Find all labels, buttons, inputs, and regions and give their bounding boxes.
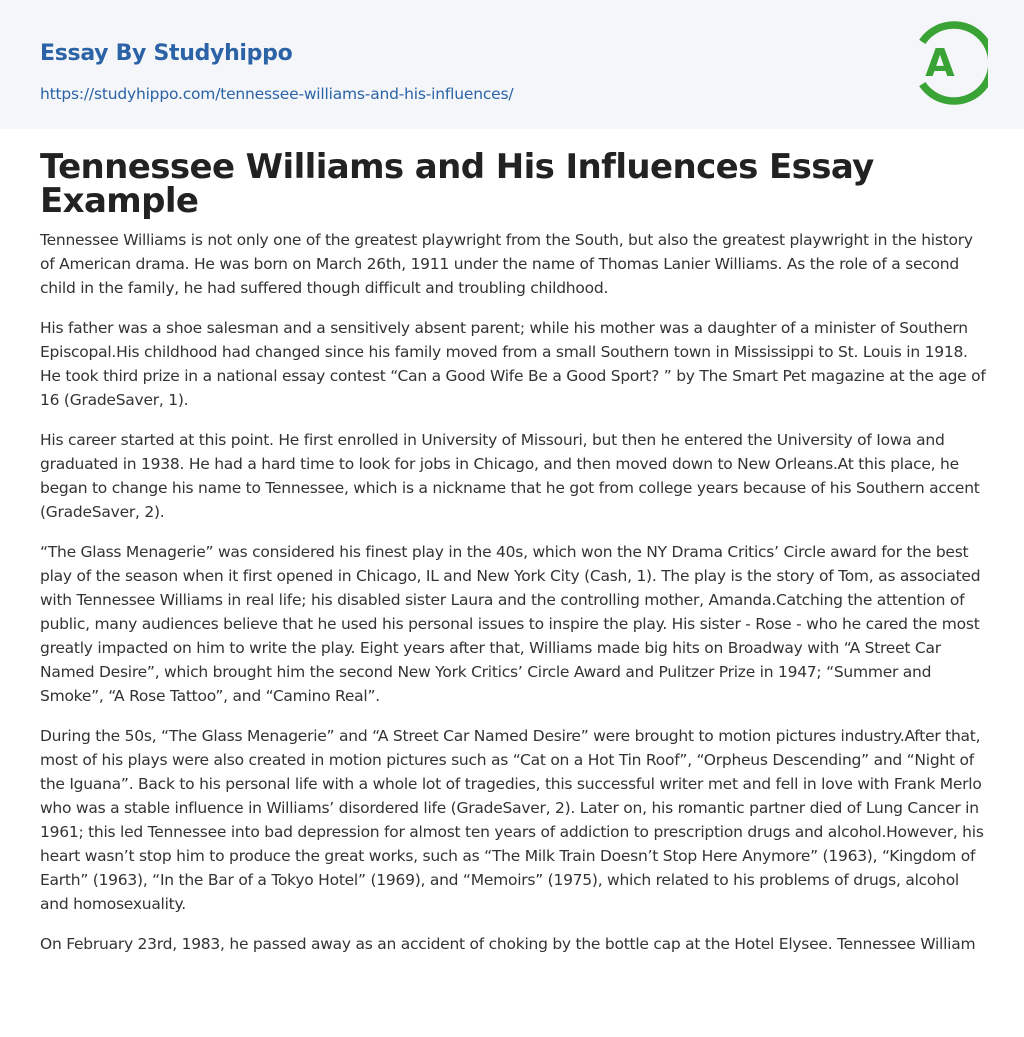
paragraph: His father was a shoe salesman and a sensitively absent parent; while his mother was a daughter of a minister of Southern Episcopal.His childhood had changed since his family moved from a small Southern town in Mississippi to St. Louis in 1918. He took third prize in a national essay contest “Can a Good Wife Be a Good Sport? ” by The Smart Pet magazine at the age of 16 (GradeSaver, 1). <box>40 319 986 409</box>
paragraph: “The Glass Menagerie” was considered his finest play in the 40s, which won the NY Drama Critics’ Circle award for the best play of the season when it first opened in Chicago, IL and New York City (Cash, 1). The play is the story of Tom, as associated with Tennessee Williams in real life; his disabled sister Laura and the controlling mother, Amanda.Catching the attention of public, many audiences believe that he used his personal issues to inspire the play. His sister - Rose - who he cared the most greatly impacted on him to write the play. Eight years after that, Williams made big hits on Broadway with “A Street Car Named Desire”, which brought him the second New York Critics’ Circle Award and Pulitzer Prize in 1947; “Summer and Smoke”, “A Rose Tattoo”, and “Camino Real”. <box>40 543 981 705</box>
paragraph: During the 50s, “The Glass Menagerie” and “A Street Car Named Desire” were brought to motion pictures industry.After that, most of his plays were also created in motion pictures such as “Cat on a Hot Tin Roof”, “Orpheus Descending” and “Night of the Iguana”. Back to his personal life with a whole lot of tragedies, this successful writer met and fell in love with Frank Merlo who was a stable influence in Williams’ disordered life (GradeSaver, 2). Later on, his romantic partner died of Lung Cancer in 1961; this led Tennessee into bad depression for almost ten years of addiction to prescription drugs and alcohol.However, his heart wasn’t stop him to produce the great works, such as “The Milk Train Doesn’t Stop Here Anymore” (1963), “Kingdom of Earth” (1963), “In the Bar of a Tokyo Hotel” (1969), and “Memoirs” (1975), which related to his problems of drugs, alcohol and homosexuality. <box>40 727 984 913</box>
article-title: Tennessee Williams and His Influences Essay Example <box>40 147 874 221</box>
site-header <box>0 0 1024 129</box>
site-brand[interactable]: Essay By Studyhippo <box>40 41 293 66</box>
page-url-link[interactable]: https://studyhippo.com/tennessee-williams-and-his-influences/ <box>40 85 514 103</box>
paragraph: On February 23rd, 1983, he passed away as an accident of choking by the bottle cap at the Hotel Elysee. Tennessee William <box>40 935 976 953</box>
paragraph: His career started at this point. He first enrolled in University of Missouri, but then he entered the University of Iowa and graduated in 1938. He had a hard time to look for jobs in Chicago, and then moved down to New Orleans.At this place, he began to change his name to Tennessee, which is a nickname that he got from college years because of his Southern accent (GradeSaver, 2). <box>40 431 980 521</box>
studyhippo-logo-icon[interactable] <box>912 18 988 108</box>
article-body <box>40 228 986 972</box>
paragraph: Tennessee Williams is not only one of the greatest playwright from the South, but also the greatest playwright in the history of American drama. He was born on March 26th, 1911 under the name of Thomas Lanier Williams. As the role of a second child in the family, he had suffered though difficult and troubling childhood. <box>40 231 973 297</box>
logo-letter: A <box>925 41 955 85</box>
